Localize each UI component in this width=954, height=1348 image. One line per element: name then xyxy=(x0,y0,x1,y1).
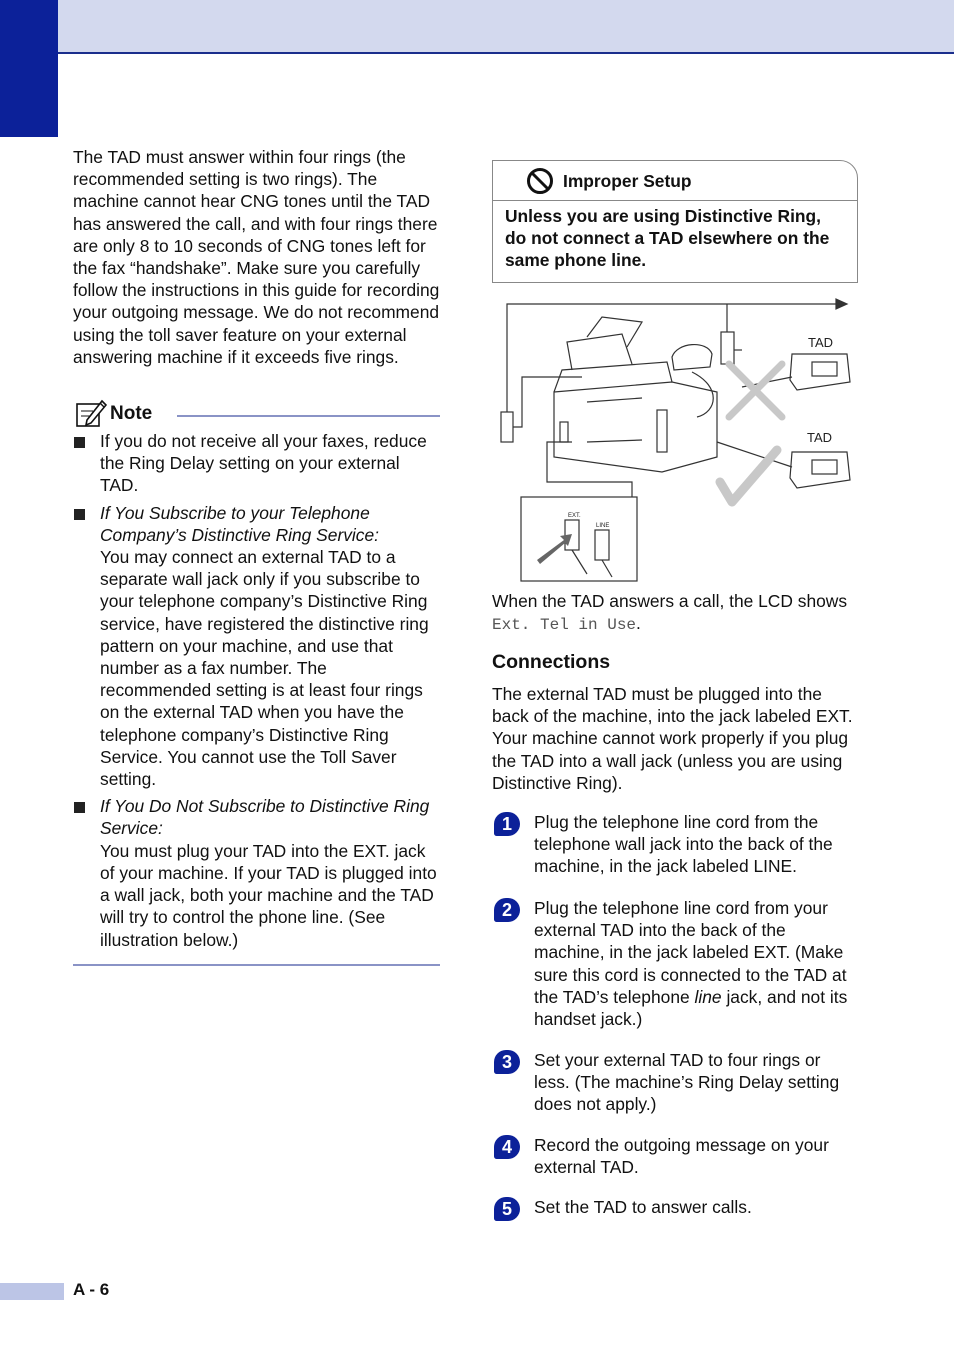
note-item-text: You must plug your TAD into the EXT. jack of your machine. If your TAD is plugged into a wall jack, both your machine and the TAD will try to control the phone line. (See illustration below.) xyxy=(100,840,437,950)
header-band xyxy=(0,0,954,54)
intro-paragraph: The TAD must answer within four rings (the recommended setting is two rings). The machine cannot hear CNG tones until the TAD has answered the call, and with four rings there are only 8 to 10 seconds of CNG tones left for the fax “handshake”. Make sure you carefully follow the instructions in this guide for recording your outgoing message. We do not recommend using the toll saver feature on your external answering machine if it exceeds five rings. xyxy=(73,147,440,367)
note-divider xyxy=(177,415,440,417)
note-header xyxy=(73,398,440,428)
note-end-divider xyxy=(73,964,440,966)
step-text-emphasis: line xyxy=(694,986,722,1007)
tad-connection-illustration xyxy=(492,292,860,587)
line-jack-label: LINE xyxy=(596,523,610,529)
note-item-heading: If You Subscribe to your Telephone Company’s Distinctive Ring Service: xyxy=(100,502,379,545)
note-list xyxy=(73,430,440,951)
wall-jack-right xyxy=(721,332,734,364)
prohibited-icon xyxy=(526,167,554,200)
line-jack xyxy=(595,530,609,560)
tad-device-bottom xyxy=(790,452,850,488)
wall-jack-left xyxy=(501,412,513,442)
step-item xyxy=(492,811,860,897)
step-text: Plug the telephone line cord from the telephone wall jack into the back of the machine, in the jack labeled LINE. xyxy=(534,812,833,877)
improper-setup-text: Unless you are using Distinctive Ring, do not connect a TAD elsewhere on the same phone line. xyxy=(505,206,830,271)
page-number: A - 6 xyxy=(73,1280,110,1299)
bullet-square-icon xyxy=(74,437,85,448)
step-text: jack, and not its handset jack.) xyxy=(534,986,848,1030)
bullet-square-icon xyxy=(74,509,85,520)
connections-paragraph: The external TAD must be plugged into the back of the machine, into the jack labeled EXT. Your machine cannot work properly if you plug the TAD into a wall jack (unless you are using Distinctive Ring). xyxy=(492,684,853,793)
step-text: Set your external TAD to four rings or less. (The machine’s Ring Delay setting does not apply.) xyxy=(534,1050,840,1115)
improper-setup-title: Improper Setup xyxy=(563,171,692,191)
tad-label-top: TAD xyxy=(808,335,834,350)
line-arrow-icon xyxy=(836,299,847,309)
lcd-caption xyxy=(492,590,860,636)
step-text: Set the TAD to answer calls. xyxy=(534,1197,752,1217)
improper-setup-header xyxy=(493,161,857,201)
step-number-badge: 4 xyxy=(494,1135,520,1159)
step-text: Record the outgoing message on your external TAD. xyxy=(534,1135,829,1178)
step-number-badge: 3 xyxy=(494,1050,520,1074)
step-item xyxy=(492,1049,860,1134)
caption-period: . xyxy=(636,613,641,634)
lcd-message: Ext. Tel in Use xyxy=(492,616,637,635)
step-number-badge: 2 xyxy=(494,898,520,922)
note-item-text: You may connect an external TAD to a separate wall jack only if you subscribe to your telephone company’s Distinctive Ring service, have registered the distinctive ring pattern on your machine, and use that number as a fax number. The recommended setting is at least four rings on the external TAD when you have the telephone company’s Distinctive Ring Service. You cannot use the Toll Saver setting. xyxy=(100,547,429,790)
left-column xyxy=(73,146,440,966)
tad-device-top xyxy=(790,354,850,390)
note-pencil-icon xyxy=(75,398,107,433)
step-list xyxy=(492,811,860,1226)
note-title: Note xyxy=(110,403,153,425)
bullet-square-icon xyxy=(74,802,85,813)
step-number-badge: 5 xyxy=(494,1197,520,1221)
connections-heading: Connections xyxy=(492,651,611,673)
step-text: Plug the telephone line cord from your external TAD into the back of the machine, in the jack labeled EXT. (Make sure this cord is connected to the TAD at the TAD’s telephone xyxy=(534,898,847,1007)
step-item xyxy=(492,1134,860,1196)
step-number-badge: 1 xyxy=(494,812,520,836)
step-item xyxy=(492,1196,860,1226)
note-item xyxy=(73,502,440,791)
note-item-heading: If You Do Not Subscribe to Distinctive Ring Service: xyxy=(100,796,430,839)
correct-setup-check-icon xyxy=(720,450,777,502)
ext-jack-label: EXT. xyxy=(568,513,581,519)
wrong-setup-cross-icon xyxy=(729,364,782,417)
step-item xyxy=(492,897,860,1049)
caption-text: When the TAD answers a call, the LCD shows xyxy=(492,591,848,611)
right-column xyxy=(492,160,860,1219)
note-item xyxy=(73,795,440,950)
note-item xyxy=(73,430,440,497)
improper-setup-box xyxy=(492,160,858,283)
chapter-tab xyxy=(0,0,58,137)
footer-tab xyxy=(0,1283,64,1300)
note-item-text: If you do not receive all your faxes, reduce the Ring Delay setting on your external TAD. xyxy=(100,431,427,496)
tad-label-bottom: TAD xyxy=(807,430,833,445)
fax-machine-drawing xyxy=(554,317,717,472)
